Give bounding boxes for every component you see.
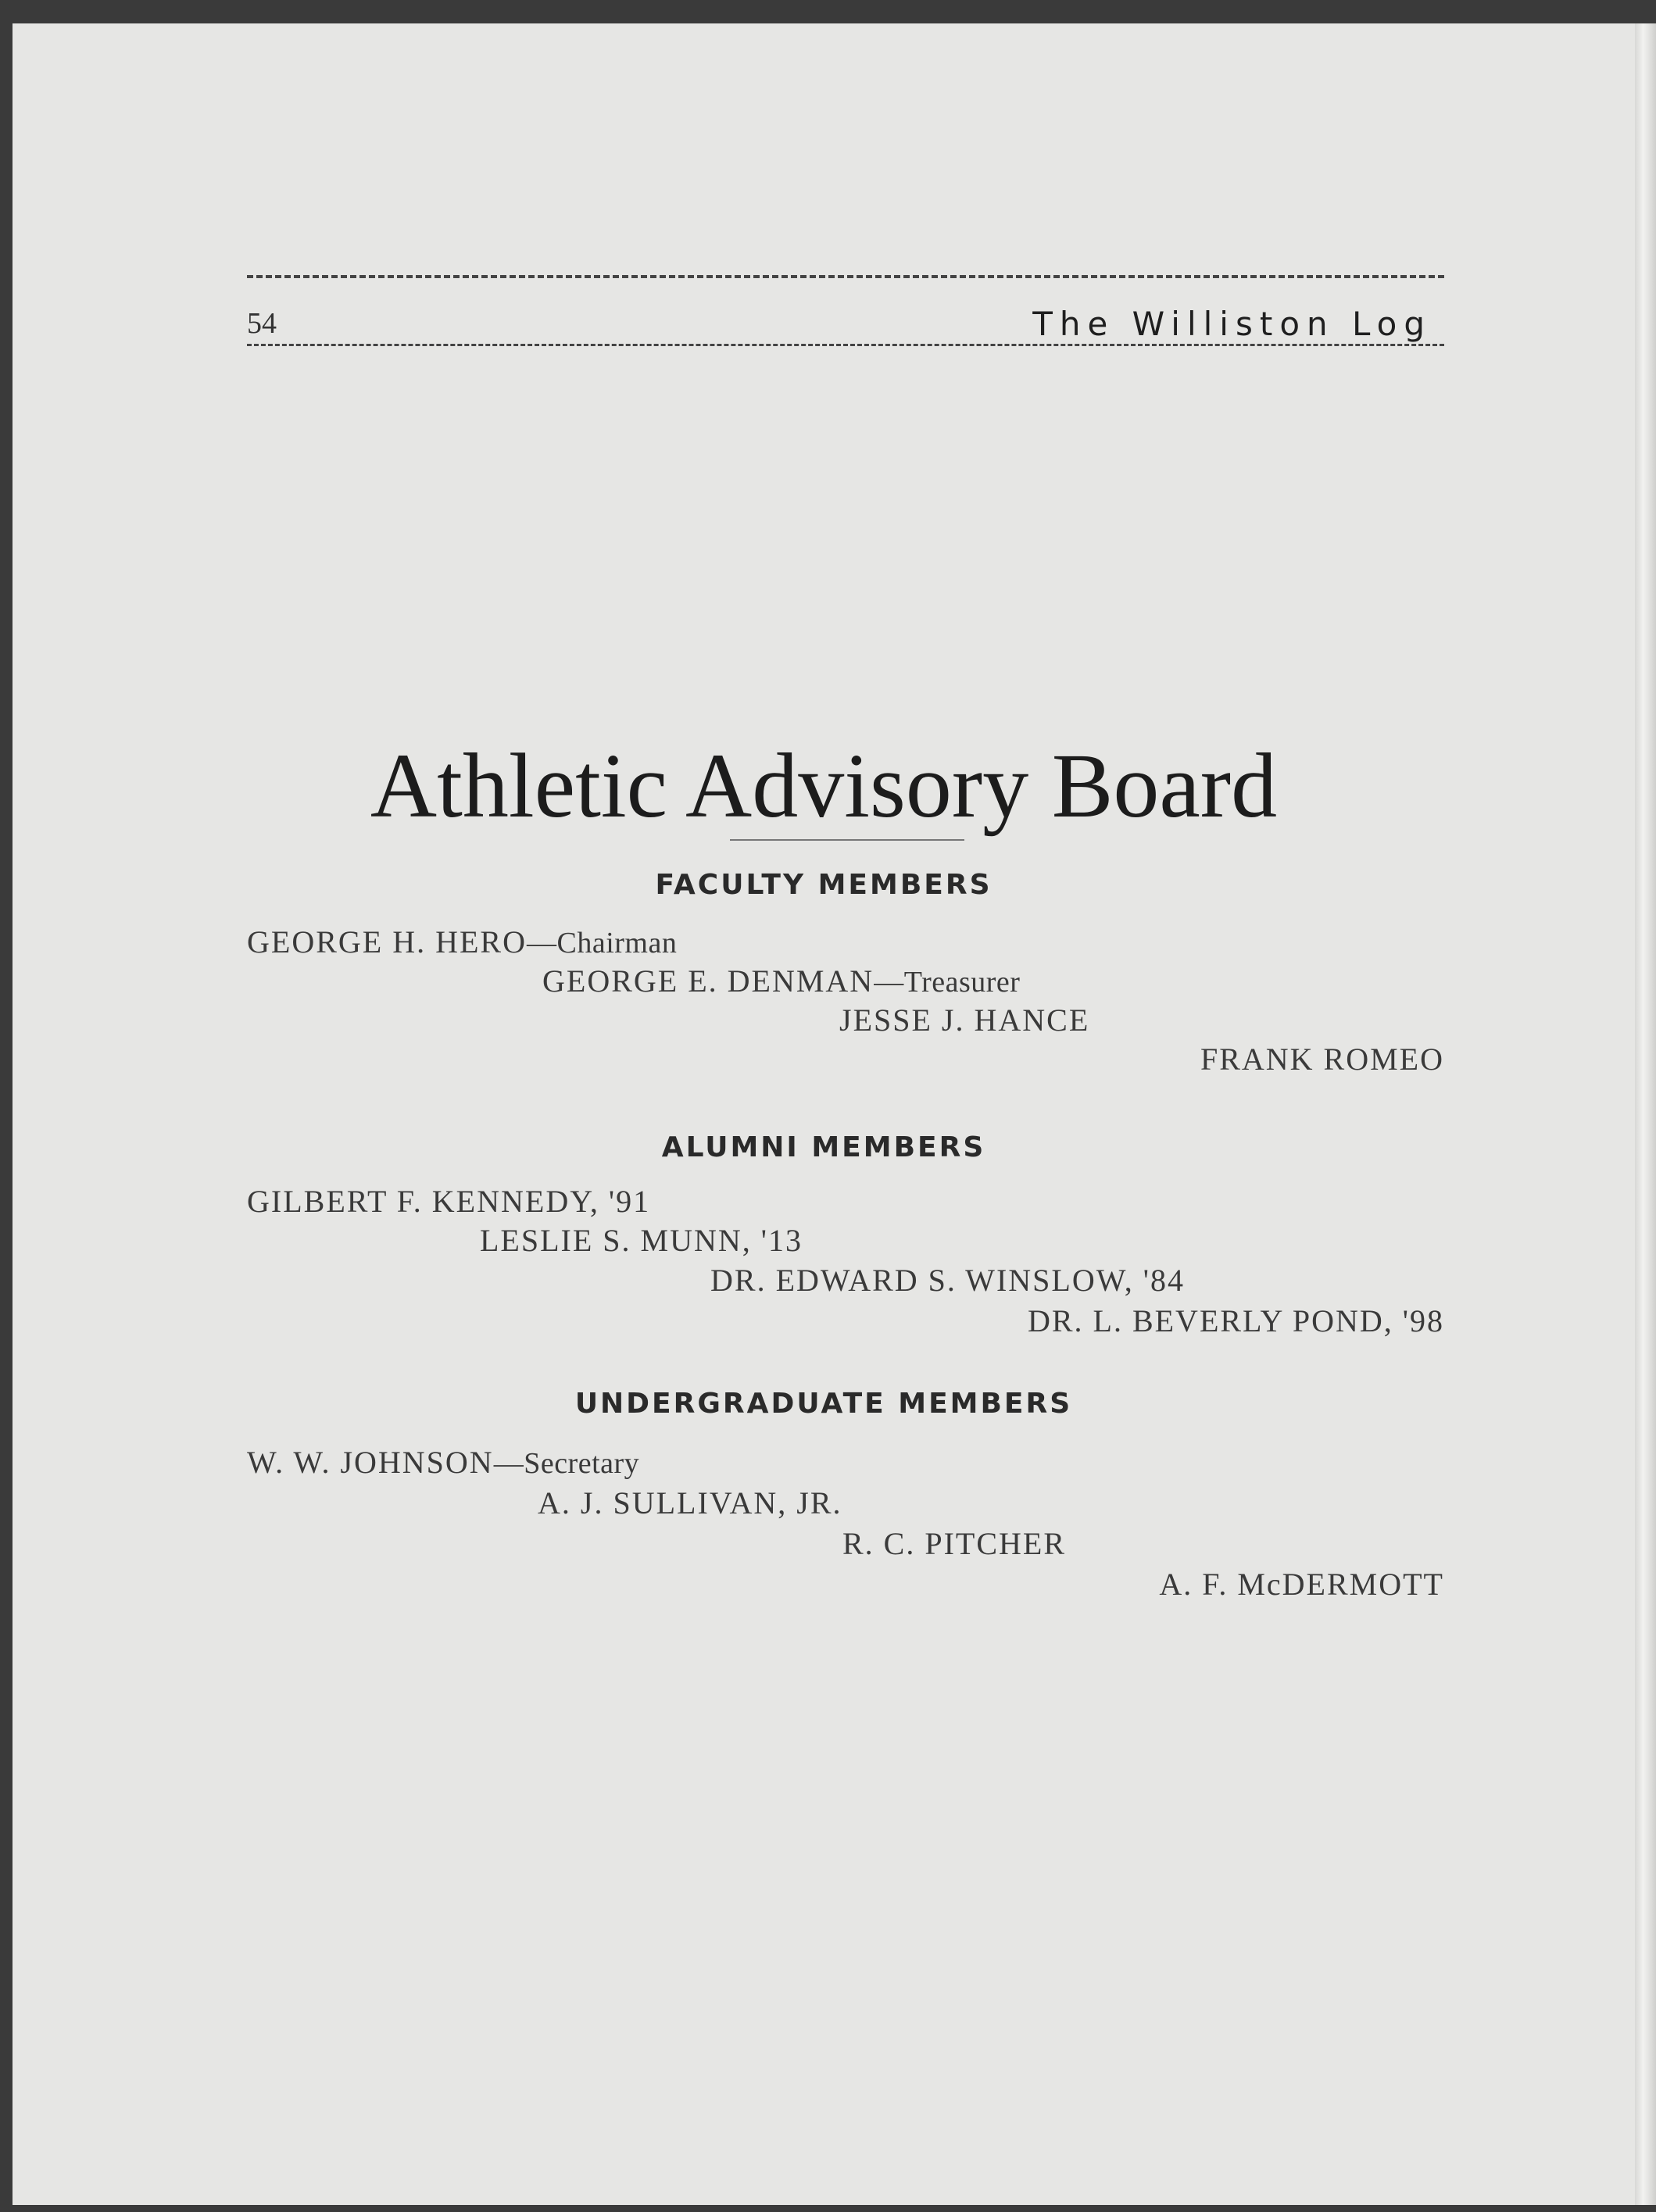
- title-underline: [730, 839, 964, 841]
- member-entry: [1028, 1303, 1444, 1339]
- member-role: —Secretary: [493, 1447, 640, 1480]
- member-entry: [1200, 1041, 1444, 1077]
- member-entry: [538, 1485, 842, 1521]
- member-role: —Treasurer: [874, 966, 1021, 999]
- running-title: The Williston Log: [1032, 305, 1432, 343]
- member-name: FRANK ROMEO: [1200, 1042, 1444, 1077]
- header-top-rule: [247, 275, 1444, 278]
- member-name: DR. EDWARD S. WINSLOW, '84: [710, 1263, 1185, 1298]
- member-entry: [842, 1525, 1066, 1562]
- member-entry: [247, 924, 677, 960]
- member-entry: [710, 1262, 1185, 1299]
- book-spine-edge: [1635, 23, 1656, 2205]
- page-number: 54: [247, 307, 277, 340]
- header-bottom-rule: [247, 344, 1444, 346]
- member-name: GEORGE E. DENMAN: [542, 963, 874, 999]
- member-name: LESLIE S. MUNN, '13: [480, 1223, 803, 1258]
- member-entry: [247, 1183, 650, 1220]
- member-entry: [480, 1222, 803, 1259]
- member-name: A. F. McDERMOTT: [1159, 1567, 1444, 1602]
- member-name: JESSE J. HANCE: [839, 1002, 1090, 1038]
- member-name: DR. L. BEVERLY POND, '98: [1027, 1303, 1444, 1338]
- member-entry: [1159, 1566, 1444, 1603]
- member-role: —Chairman: [526, 927, 678, 959]
- section-heading-faculty: FACULTY MEMBERS: [655, 869, 993, 901]
- member-name: R. C. PITCHER: [842, 1526, 1067, 1561]
- page-title: Athletic Advisory Board: [370, 734, 1278, 837]
- member-entry: [542, 963, 1020, 999]
- member-name: GEORGE H. HERO: [247, 924, 527, 959]
- member-entry: [247, 1444, 639, 1481]
- member-name: GILBERT F. KENNEDY, '91: [247, 1184, 651, 1219]
- member-entry: [839, 1002, 1089, 1038]
- member-name: A. J. SULLIVAN, JR.: [538, 1485, 842, 1521]
- member-name: W. W. JOHNSON: [247, 1445, 494, 1480]
- document-page: [13, 23, 1635, 2205]
- section-heading-undergraduate: UNDERGRADUATE MEMBERS: [574, 1388, 1073, 1420]
- section-heading-alumni: ALUMNI MEMBERS: [661, 1131, 986, 1163]
